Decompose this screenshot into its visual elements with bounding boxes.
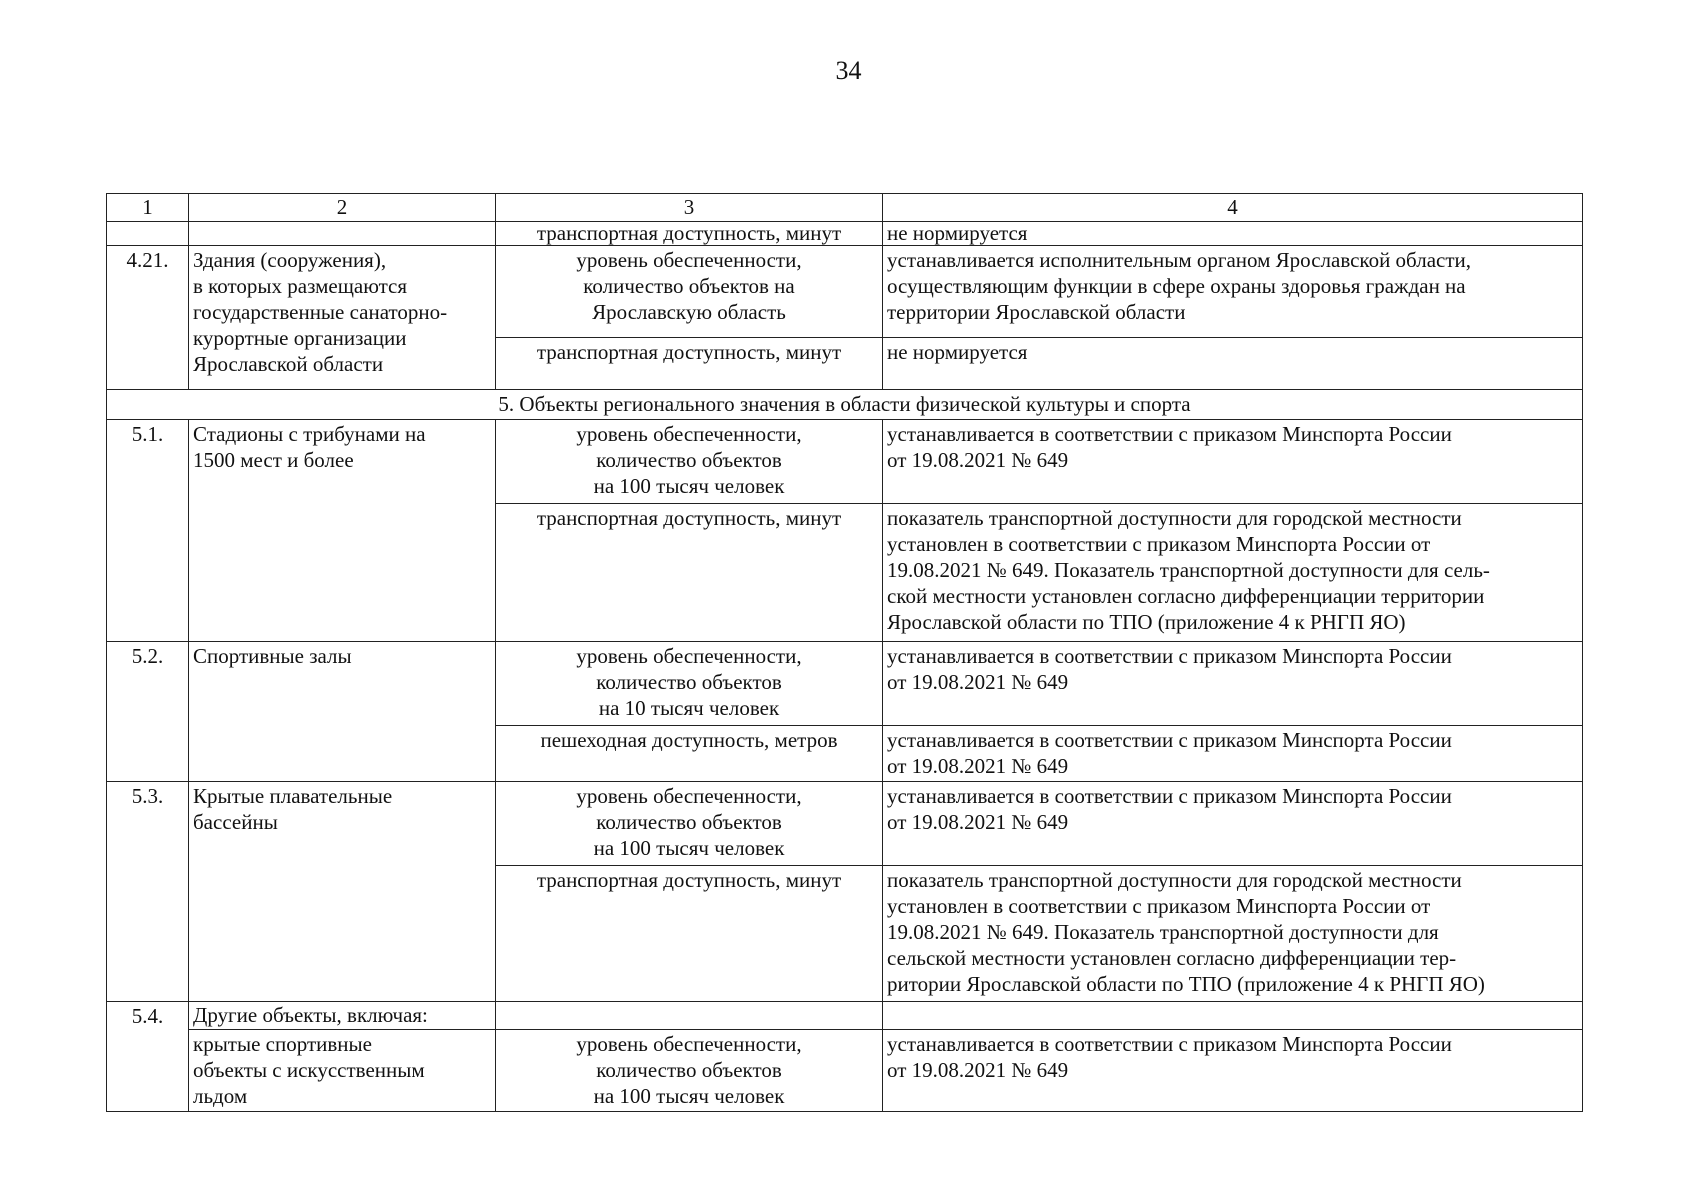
header-col-4: 4 [883, 194, 1583, 222]
indicator-cell: транспортная доступность, минут [496, 866, 883, 1002]
table-row [107, 782, 1583, 866]
header-col-1: 1 [107, 194, 189, 222]
row-number: 5.1. [107, 420, 189, 642]
indicator-cell [496, 1002, 883, 1030]
value-text: устанавливается в соответствии с приказом Минспорта России от 19.08.2021 № 649 [887, 728, 1452, 778]
header-col-2: 2 [189, 194, 496, 222]
indicator-text: уровень обеспеченности, количество объектов на Ярославскую область [576, 248, 802, 324]
value-text: показатель транспортной доступности для городской местности установлен в соответствии с приказом Минспорта России от 19.08.2021 № 649. Показатель транспортной доступности для сель- ской местности установлен согласно дифференциации территории Ярославской области по ТПО (приложение 4 к РНГП ЯО) [887, 506, 1490, 634]
object-name [189, 222, 496, 246]
value-cell [883, 726, 1583, 782]
object-name: Спортивные залы [189, 642, 496, 782]
object-name [189, 782, 496, 1002]
object-name-text: крытые спортивные объекты с искусственным льдом [193, 1032, 425, 1108]
object-name-text: Стадионы с трибунами на 1500 мест и более [193, 422, 426, 472]
row-number [107, 222, 189, 246]
value-cell [883, 246, 1583, 338]
object-name [189, 1030, 496, 1112]
object-name-text: Крытые плавательные бассейны [193, 784, 393, 834]
indicator-cell: транспортная доступность, минут [496, 338, 883, 390]
row-number: 4.21. [107, 246, 189, 390]
row-number: 5.2. [107, 642, 189, 782]
indicator-cell [496, 246, 883, 338]
table-row [107, 246, 1583, 338]
value-cell: не нормируется [883, 222, 1583, 246]
page-number: 34 [835, 56, 862, 85]
table-row [107, 1030, 1583, 1112]
header-row [107, 194, 1583, 222]
object-name [189, 246, 496, 390]
object-name-text: Здания (сооружения), в которых размещаются государственные санаторно- курортные организации Ярославской области [193, 248, 448, 376]
value-text: устанавливается в соответствии с приказом Минспорта России от 19.08.2021 № 649 [887, 422, 1452, 472]
indicator-cell: транспортная доступность, минут [496, 222, 883, 246]
section-heading-row [107, 390, 1583, 420]
value-text: устанавливается в соответствии с приказом Минспорта России от 19.08.2021 № 649 [887, 784, 1452, 834]
value-cell [883, 1030, 1583, 1112]
table-row [107, 1002, 1583, 1030]
value-text: устанавливается исполнительным органом Ярославской области, осуществляющим функции в сфере охраны здоровья граждан на территории Ярославской области [887, 248, 1472, 324]
header-col-3: 3 [496, 194, 883, 222]
table-row [107, 420, 1583, 504]
indicator-cell [496, 642, 883, 726]
value-text: устанавливается в соответствии с приказом Минспорта России от 19.08.2021 № 649 [887, 644, 1452, 694]
object-name: Другие объекты, включая: [189, 1002, 496, 1030]
row-number: 5.4. [107, 1002, 189, 1112]
indicator-text: уровень обеспеченности, количество объектов на 100 тысяч человек [576, 784, 802, 860]
table-row [107, 222, 1583, 246]
object-name [189, 420, 496, 642]
row-number: 5.3. [107, 782, 189, 1002]
value-cell [883, 1002, 1583, 1030]
standards-table [106, 193, 1583, 1112]
indicator-cell: транспортная доступность, минут [496, 504, 883, 642]
table-row [107, 642, 1583, 726]
value-text: устанавливается в соответствии с приказом Минспорта России от 19.08.2021 № 649 [887, 1032, 1452, 1082]
value-cell [883, 504, 1583, 642]
value-cell [883, 642, 1583, 726]
indicator-text: уровень обеспеченности, количество объектов на 100 тысяч человек [576, 1032, 802, 1108]
value-cell [883, 866, 1583, 1002]
indicator-cell: пешеходная доступность, метров [496, 726, 883, 782]
indicator-text: уровень обеспеченности, количество объектов на 10 тысяч человек [576, 644, 802, 720]
value-cell [883, 420, 1583, 504]
value-text: показатель транспортной доступности для городской местности установлен в соответствии с приказом Минспорта России от 19.08.2021 № 649. Показатель транспортной доступности для сельской местности установлен согласно дифференциации тер- ритории Ярославской области по ТПО (приложение 4 к РНГП ЯО) [887, 868, 1485, 996]
indicator-cell [496, 782, 883, 866]
indicator-cell [496, 420, 883, 504]
section-title: 5. Объекты регионального значения в области физической культуры и спорта [107, 390, 1583, 420]
indicator-text: уровень обеспеченности, количество объектов на 100 тысяч человек [576, 422, 802, 498]
indicator-cell [496, 1030, 883, 1112]
value-cell [883, 782, 1583, 866]
value-cell: не нормируется [883, 338, 1583, 390]
